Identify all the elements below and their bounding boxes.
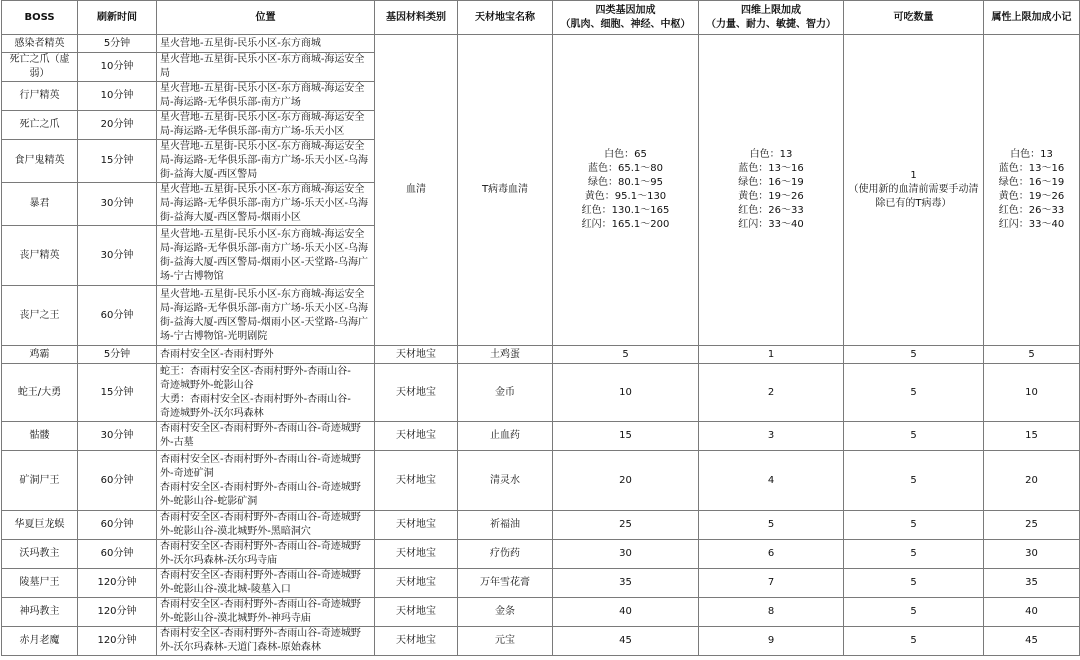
eat-count: 5 <box>844 598 984 627</box>
boss-name: 丧尸之王 <box>2 286 78 346</box>
table-row <box>2 346 1080 364</box>
category: 天材地宝 <box>375 511 458 540</box>
limit-bonus: 5 <box>699 511 844 540</box>
note: 20 <box>984 451 1080 511</box>
note: 40 <box>984 598 1080 627</box>
boss-drop-table <box>1 0 1080 656</box>
gene-bonus: 30 <box>553 540 699 569</box>
item-name: 金条 <box>458 598 553 627</box>
table-row <box>2 511 1080 540</box>
boss-name: 暴君 <box>2 183 78 226</box>
refresh-time: 60分钟 <box>78 540 157 569</box>
header-limit-line1: 四维上限加成 <box>741 4 801 16</box>
limit-bonus: 9 <box>699 627 844 656</box>
category-serum: 血清 <box>375 35 458 346</box>
category: 天材地宝 <box>375 540 458 569</box>
refresh-time: 30分钟 <box>78 226 157 286</box>
category: 天材地宝 <box>375 569 458 598</box>
boss-name: 感染者精英 <box>2 35 78 53</box>
refresh-time: 120分钟 <box>78 569 157 598</box>
boss-name: 骷髅 <box>2 422 78 451</box>
table-row <box>2 364 1080 422</box>
item-name: 祈福油 <box>458 511 553 540</box>
refresh-time: 120分钟 <box>78 598 157 627</box>
location: 杏雨村安全区-杏雨村野外-杏雨山谷-奇迹城野外-沃尔玛森林-天道门森林-原始森林 <box>157 627 375 656</box>
header-gene-bonus <box>553 1 699 35</box>
note: 10 <box>984 364 1080 422</box>
limit-bonus: 6 <box>699 540 844 569</box>
header-limit-line2: （力量、耐力、敏捷、智力） <box>706 18 836 30</box>
eat-count: 5 <box>844 540 984 569</box>
refresh-time: 10分钟 <box>78 53 157 82</box>
note: 25 <box>984 511 1080 540</box>
eat-count: 5 <box>844 511 984 540</box>
location: 杏雨村安全区-杏雨村野外-杏雨山谷-奇迹城野外-蛇影山谷-漠北城野外-神玛寺庙 <box>157 598 375 627</box>
category: 天材地宝 <box>375 627 458 656</box>
refresh-time: 5分钟 <box>78 35 157 53</box>
header-location: 位置 <box>157 1 375 35</box>
table-row <box>2 35 1080 53</box>
refresh-time: 10分钟 <box>78 82 157 111</box>
refresh-time: 60分钟 <box>78 286 157 346</box>
refresh-time: 15分钟 <box>78 140 157 183</box>
boss-name: 矿洞尸王 <box>2 451 78 511</box>
gene-bonus: 5 <box>553 346 699 364</box>
location: 杏雨村安全区-杏雨村野外-杏雨山谷-奇迹城野外-蛇影山谷-漠北城-陵墓入口 <box>157 569 375 598</box>
eat-count: 5 <box>844 364 984 422</box>
refresh-time: 60分钟 <box>78 511 157 540</box>
header-limit-bonus <box>699 1 844 35</box>
refresh-time: 60分钟 <box>78 451 157 511</box>
boss-name: 华夏巨龙蜈 <box>2 511 78 540</box>
boss-name: 沃玛教主 <box>2 540 78 569</box>
location: 杏雨村安全区-杏雨村野外-杏雨山谷-奇迹城野外-奇迹矿洞 杏雨村安全区-杏雨村野外-杏雨山谷-奇迹城野外-蛇影山谷-蛇影矿洞 <box>157 451 375 511</box>
location: 星火营地-五星街-民乐小区-东方商城-海运安全局-海运路-无华俱乐部-南方广场-乐天小区-乌海街-益海大厦-西区警局 <box>157 140 375 183</box>
header-item: 天材地宝名称 <box>458 1 553 35</box>
header-boss: BOSS <box>2 1 78 35</box>
boss-name: 死亡之爪 <box>2 111 78 140</box>
item-name: 万年雪花膏 <box>458 569 553 598</box>
refresh-time: 15分钟 <box>78 364 157 422</box>
header-gene-line1: 四类基因加成 <box>595 4 656 16</box>
location: 星火营地-五星街-民乐小区-东方商城-海运安全局-海运路-无华俱乐部-南方广场 <box>157 82 375 111</box>
table-row <box>2 627 1080 656</box>
category: 天材地宝 <box>375 364 458 422</box>
table-row <box>2 451 1080 511</box>
limit-bonus: 1 <box>699 346 844 364</box>
note: 35 <box>984 569 1080 598</box>
header-row <box>2 1 1080 35</box>
limit-bonus: 7 <box>699 569 844 598</box>
refresh-time: 30分钟 <box>78 422 157 451</box>
item-name: 元宝 <box>458 627 553 656</box>
boss-name: 食尸鬼精英 <box>2 140 78 183</box>
limit-bonus: 2 <box>699 364 844 422</box>
eat-count: 5 <box>844 627 984 656</box>
eat-count-serum: 1 （使用新的血清前需要手动清除已有的T病毒） <box>844 35 984 346</box>
location: 杏雨村安全区-杏雨村野外-杏雨山谷-奇迹城野外-蛇影山谷-漠北城野外-黑暗洞穴 <box>157 511 375 540</box>
limit-bonus: 3 <box>699 422 844 451</box>
gene-bonus: 15 <box>553 422 699 451</box>
gene-bonus: 20 <box>553 451 699 511</box>
location: 杏雨村安全区-杏雨村野外-杏雨山谷-奇迹城野外-沃尔玛森林-沃尔玛寺庙 <box>157 540 375 569</box>
eat-count: 5 <box>844 451 984 511</box>
item-name: 疗伤药 <box>458 540 553 569</box>
table-row <box>2 422 1080 451</box>
limit-bonus: 8 <box>699 598 844 627</box>
location: 星火营地-五星街-民乐小区-东方商城-海运安全局-海运路-无华俱乐部-南方广场-乐天小区-乌海街-益海大厦-西区警局-烟雨小区-天堂路-乌海广场-宁古博物馆-光明剧院 <box>157 286 375 346</box>
header-count: 可吃数量 <box>844 1 984 35</box>
location: 星火营地-五星街-民乐小区-东方商城-海运安全局-海运路-无华俱乐部-南方广场-乐天小区-乌海街-益海大厦-西区警局-烟雨小区-天堂路-乌海广场-宁古博物馆 <box>157 226 375 286</box>
eat-count: 5 <box>844 569 984 598</box>
location: 杏雨村安全区-杏雨村野外 <box>157 346 375 364</box>
gene-bonus: 45 <box>553 627 699 656</box>
location: 星火营地-五星街-民乐小区-东方商城-海运安全局-海运路-无华俱乐部-南方广场-乐天小区 <box>157 111 375 140</box>
item-name: 金币 <box>458 364 553 422</box>
refresh-time: 20分钟 <box>78 111 157 140</box>
boss-name: 鸡霸 <box>2 346 78 364</box>
eat-count: 5 <box>844 422 984 451</box>
category: 天材地宝 <box>375 598 458 627</box>
location: 星火营地-五星街-民乐小区-东方商城 <box>157 35 375 53</box>
limit-bonus: 4 <box>699 451 844 511</box>
header-note: 属性上限加成小记 <box>984 1 1080 35</box>
table-row <box>2 540 1080 569</box>
header-gene-line2: （肌肉、细胞、神经、中枢） <box>560 18 691 30</box>
note-tiers: 白色：13 蓝色：13～16 绿色：16～19 黄色：19～26 红色：26～33 红闪：33～40 <box>984 35 1080 346</box>
gene-bonus: 40 <box>553 598 699 627</box>
item-name: 土鸡蛋 <box>458 346 553 364</box>
refresh-time: 5分钟 <box>78 346 157 364</box>
refresh-time: 30分钟 <box>78 183 157 226</box>
boss-name: 行尸精英 <box>2 82 78 111</box>
location: 星火营地-五星街-民乐小区-东方商城-海运安全局-海运路-无华俱乐部-南方广场-乐天小区-乌海街-益海大厦-西区警局-烟雨小区 <box>157 183 375 226</box>
boss-name: 死亡之爪（虚弱） <box>2 53 78 82</box>
gene-bonus-tiers: 白色：65 蓝色：65.1～80 绿色：80.1～95 黄色：95.1～130 红色：130.1～165 红闪：165.1～200 <box>553 35 699 346</box>
note: 45 <box>984 627 1080 656</box>
boss-name: 陵墓尸王 <box>2 569 78 598</box>
item-serum: T病毒血清 <box>458 35 553 346</box>
note: 30 <box>984 540 1080 569</box>
category: 天材地宝 <box>375 422 458 451</box>
table-row <box>2 598 1080 627</box>
header-refresh: 刷新时间 <box>78 1 157 35</box>
refresh-time: 120分钟 <box>78 627 157 656</box>
note: 5 <box>984 346 1080 364</box>
location: 蛇王：杏雨村安全区-杏雨村野外-杏雨山谷- 奇迹城野外-蛇影山谷 大勇：杏雨村安全区-杏雨村野外-杏雨山谷- 奇迹城野外-沃尔玛森林 <box>157 364 375 422</box>
category: 天材地宝 <box>375 346 458 364</box>
boss-name: 赤月老魔 <box>2 627 78 656</box>
limit-bonus-tiers: 白色：13 蓝色：13～16 绿色：16～19 黄色：19～26 红色：26～33 红闪：33～40 <box>699 35 844 346</box>
boss-name: 丧尸精英 <box>2 226 78 286</box>
table-row <box>2 569 1080 598</box>
boss-name: 神玛教主 <box>2 598 78 627</box>
gene-bonus: 25 <box>553 511 699 540</box>
category: 天材地宝 <box>375 451 458 511</box>
header-category: 基因材料类别 <box>375 1 458 35</box>
item-name: 止血药 <box>458 422 553 451</box>
location: 杏雨村安全区-杏雨村野外-杏雨山谷-奇迹城野外-古墓 <box>157 422 375 451</box>
eat-count: 5 <box>844 346 984 364</box>
item-name: 清灵水 <box>458 451 553 511</box>
note: 15 <box>984 422 1080 451</box>
location: 星火营地-五星街-民乐小区-东方商城-海运安全局 <box>157 53 375 82</box>
gene-bonus: 10 <box>553 364 699 422</box>
boss-name: 蛇王/大勇 <box>2 364 78 422</box>
gene-bonus: 35 <box>553 569 699 598</box>
